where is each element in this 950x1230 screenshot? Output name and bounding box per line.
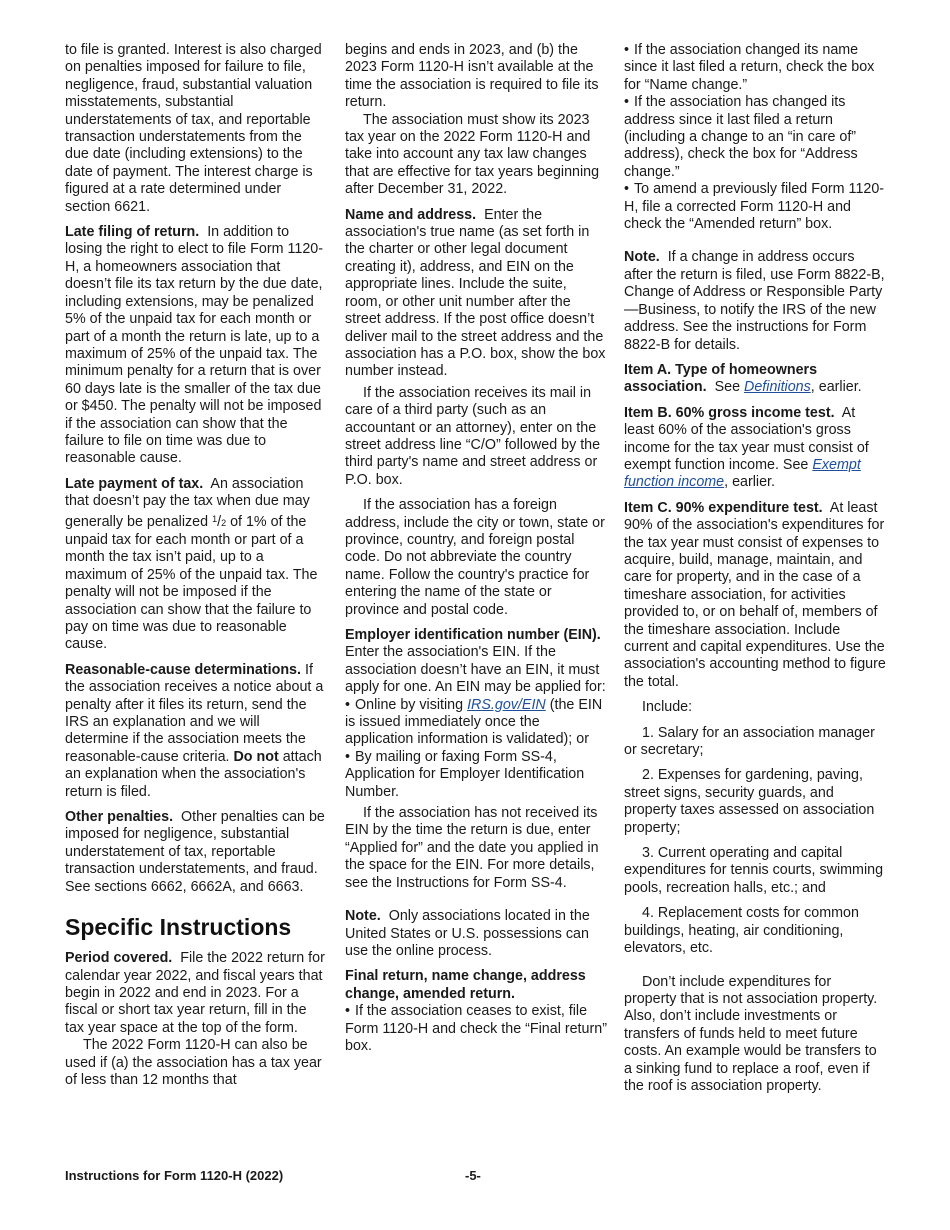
period-covered-text: File the 2022 return for calendar year 2022, and fiscal years that begin in 2022 and end in 2023. For a fiscal or short tax year return, fill in the tax year space at the top of the form. [65,950,325,1036]
item-c-heading: Item C. 90% expenditure test. [624,499,823,516]
item-c-text: At least 90% of the association's expenditures for the tax year must consist of expenses to acquire, build, manage, maintain, and care for property, and in the case of a timeshare association, for activities provided to, or on behalf of, members of the timeshare association. Include current and capital expenditures. Use the association's accounting method to figure the total. [624,499,886,690]
item-a-heading: Item A. Type of homeowners association. [624,361,818,396]
fiscal-year-paragraph: begins and ends in 2023, and (b) the 2023 Form 1120-H isn’t available at the time the association is required to file its return. [345,42,599,111]
late-payment-heading: Late payment of tax. [65,475,204,492]
name-change-bullet: • If the association changed its name since it last filed a return, check the box for “Name change.” [624,42,886,94]
column-1 [65,42,327,1097]
item-c-section [624,500,886,691]
reasonable-cause-tail: attach an explanation when the association's return is filed. [65,748,322,800]
note-address-heading: Note. [624,249,660,266]
ein-heading: Employer identification number (EIN). [345,627,601,643]
ein-bullet-online-tail: (the EIN is issued immediately once the application information is validated); or [345,696,603,748]
page-number: -5- [465,1168,481,1183]
include-label: Include: [642,699,693,716]
item-a-see: See [714,379,741,396]
ein-section [345,627,607,697]
column-2 [345,42,607,1055]
irs-ein-link[interactable]: IRS.gov/EIN [467,696,546,713]
reasonable-cause-section [65,662,327,801]
footer-form-title: Instructions for Form 1120-H (2022) [65,1168,284,1183]
item-a-section [624,362,886,397]
name-address-heading: Name and address. [345,206,477,223]
address-change-bullet: • If the association has changed its address since it last filed a return (including a change to an “in care of” address), check the box for “Address change.” [624,94,886,181]
late-filing-section [65,224,327,468]
note-address-section [624,249,886,353]
list-item: 1. Salary for an association manager or secretary; [624,724,875,759]
column-3 [624,42,886,1103]
reasonable-cause-text: If the association receives a notice about a penalty after it files its return, send the IRS an explanation and we will determine if the association meets the reasonable-cause criteria. [65,661,324,765]
care-of-paragraph: If the association receives its mail in care of a third party (such as an accountant or an attorney), enter on the street address line “C/O” followed by the third party's name and street address or P.O. box. [345,384,601,488]
reasonable-cause-heading: Reasonable-cause determinations. [65,661,301,678]
other-penalties-section [65,809,327,896]
ein-bullet-online [345,697,607,749]
fraction-denominator: 2 [221,517,227,528]
note-online-text: Only associations located in the United States or U.S. possessions can use the online process. [345,908,590,959]
period-covered-heading: Period covered. [65,950,173,967]
do-not-emphasis: Do not [233,748,279,765]
final-return-heading: Final return, name change, address change, amended return. [345,968,586,1002]
other-penalties-heading: Other penalties. [65,809,174,826]
late-payment-text-cont: of 1% of the unpaid tax for each month or part of a month the tax isn’t paid, up to a maximum of 25% of the unpaid tax. The penalty will not be imposed if the association can show that the failure to pay on time was due to reasonable cause. [65,513,318,653]
item-b-heading: Item B. 60% gross income test. [624,404,835,421]
name-address-section [345,207,607,381]
late-payment-section: Late payment of tax. An association that doesn’t pay the tax when due may generally be penalized $^1$/2 of 1% of the unpaid tax for each month or part of a month the tax isn’t paid, up to a maximum of 25% of the unpaid tax. The penalty will not be imposed if the association can show that the failure to pay on time was due to reasonable cause. [65,475,318,653]
list-item: 4. Replacement costs for common buildings, heating, air conditioning, elevators, etc. [624,905,859,957]
item-b-text: At least 60% of the association's gross income for the tax year must consist of exempt function income. See [624,404,869,473]
period-covered-section [65,950,327,1037]
definitions-link[interactable]: Definitions [744,379,811,396]
specific-instructions-heading: Specific Instructions [65,914,292,941]
tax-year-paragraph: The association must show its 2023 tax year on the 2022 Form 1120-H and take into account any tax law changes that are effective for tax years beginning after December 31, 2022. [345,111,600,198]
item-a-tail: , earlier. [810,379,862,396]
ein-bullet-mail: • By mailing or faxing Form SS-4, Application for Employer Identification Number. [345,749,607,801]
note-heading: Note. [345,908,381,925]
ein-not-received-paragraph: If the association has not received its EIN by the time the return is due, enter “Applied for” and the date you applied in the space for the EIN. For more details, see the Instructions for Form SS-4. [345,805,599,891]
ein-text: Enter the association's EIN. If the association doesn’t have an EIN, it must apply for one. An EIN may be applied for: [345,644,606,696]
list-item: 3. Current operating and capital expenditures for tennis courts, swimming pools, recreation halls, etc.; and [624,845,884,896]
item-b-section [624,405,886,492]
name-address-text: Enter the association's true name (as set forth in the charter or other legal document creating it), address, and EIN on the appropriate lines. Include the suite, room, or other unit number after the street address. If the post office doesn’t deliver mail to the street address and the association has a P.O. box, show the box number instead. [345,206,606,380]
period-covered-text-2: The 2022 Form 1120-H can also be used if (a) the association has a tax year of less than 12 months that [65,1037,322,1088]
final-return-bullet: • If the association ceases to exist, file Form 1120-H and check the “Final return” box. [345,1003,607,1055]
list-item: 2. Expenses for gardening, paving, street signs, security guards, and property taxes assessed on association property; [624,767,875,836]
foreign-address-paragraph: If the association has a foreign address, include the city or town, state or province, country, and foreign postal code. Do not abbreviate the country name. Follow the country's practice for entering the name of the state or province and postal code. [345,497,605,618]
late-filing-heading: Late filing of return. [65,224,200,241]
note-address-text: If a change in address occurs after the return is filed, use Form 8822-B, Change of Address or Responsible Party—Business, to notify the IRS of the new address. See the instructions for Form 8822-B for details. [624,249,885,353]
late-payment-text: An association that doesn’t pay the tax when due may generally be penalized [65,475,310,530]
dont-include-paragraph: Don’t include expenditures for property that is not association property. Also, don’t include investments or transfers of funds held to meet future costs. An example would be transfers to a sinking fund to replace a roof, even if the roof is association property. [624,973,878,1094]
ein-bullet-online-text: Online by visiting [355,696,464,713]
interest-paragraph: to file is granted. Interest is also charged on penalties imposed for failure to file, negligence, fraud, substantial valuation misstatements, substantial understatements of tax, and reportable transaction understatements from the due date (including extensions) to the date of payment. The interest charge is figured at a rate determined under section 6621. [65,42,322,215]
item-b-tail: , earlier. [724,474,775,491]
exempt-function-income-link[interactable]: Exempt function income [624,456,861,491]
late-filing-text: In addition to losing the right to elect to file Form 1120-H, a homeowners association that doesn’t file its tax return by the due date, including extensions, may be penalized 5% of the unpaid tax for each month or part of a month the return is late, up to a maximum of 25% of the unpaid tax. The minimum penalty for a return that is over 60 days late is the smaller of the tax due or $450. The penalty will not be imposed if the association can show that the failure to file on time was due to reasonable cause. [65,224,323,467]
other-penalties-text: Other penalties can be imposed for negligence, substantial understatement of tax, reportable transaction understatements, and fraud. See sections 6662, 6662A, and 6663. [65,809,325,895]
amended-return-bullet: • To amend a previously filed Form 1120-H, file a corrected Form 1120-H and check the “Amended return” box. [624,181,886,233]
note-online-section [345,908,607,960]
fraction-numerator: 1 [212,513,218,524]
